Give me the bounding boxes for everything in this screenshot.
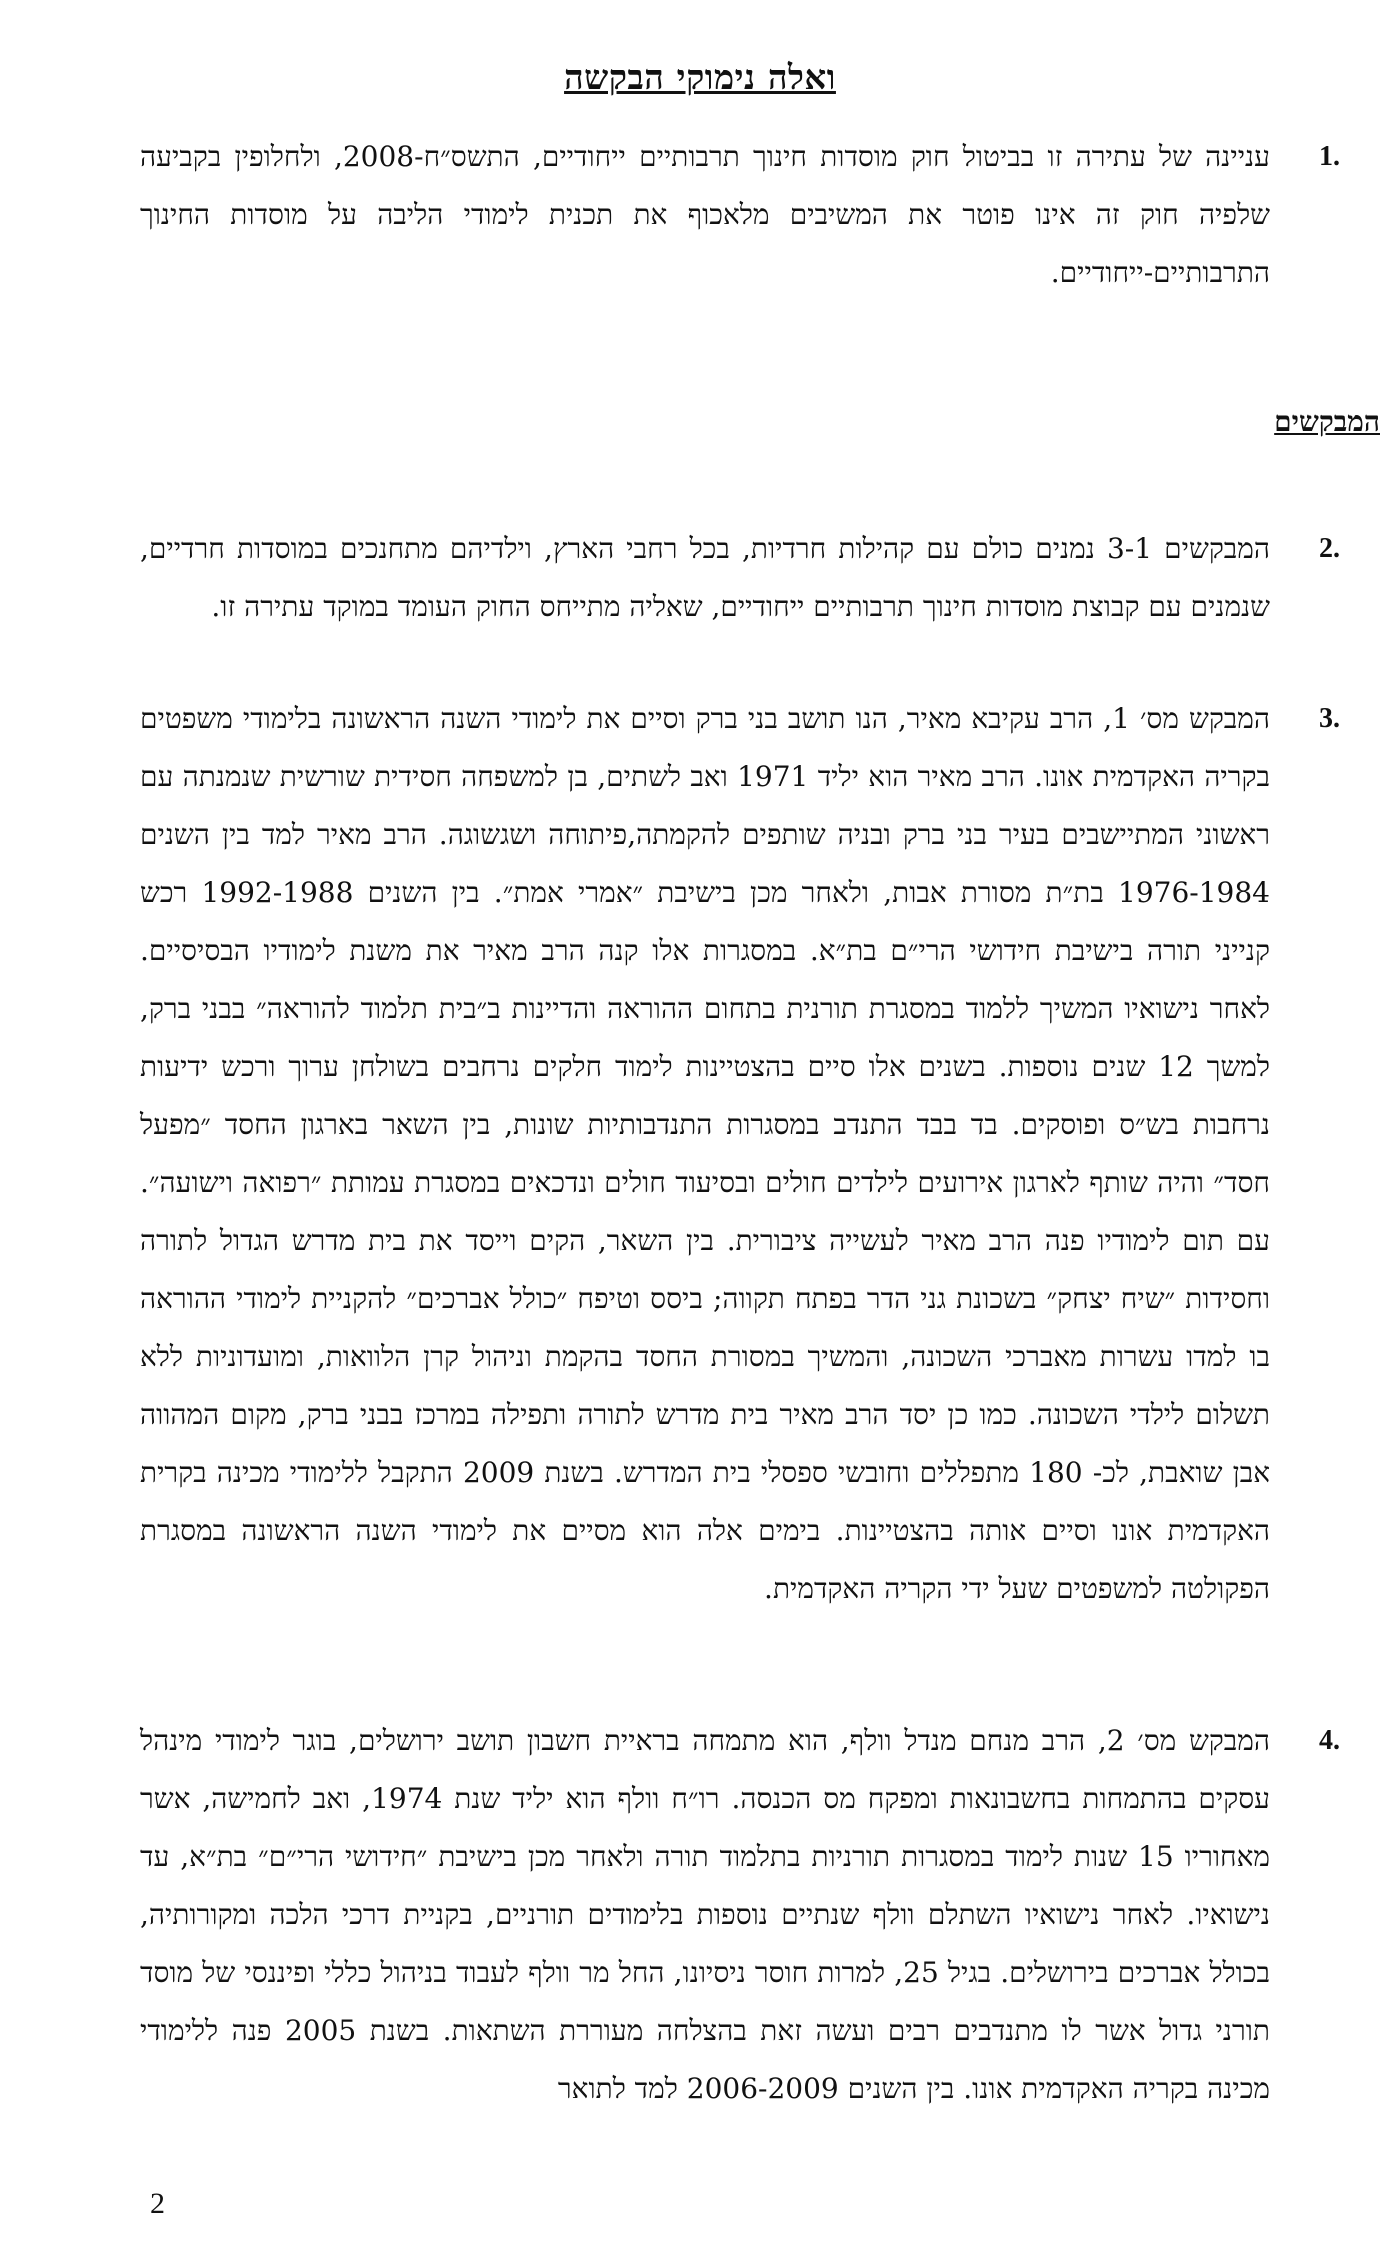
paragraph-text: עניינה של עתירה זו בביטול חוק מוסדות חינוך תרבותיים ייחודיים, התשס״ח-2008, ולחלופין בקביעה שלפיה חוק זה אינו פוטר את המשיבים מלאכוף את תכנית לימודי הליבה על מוסדות החינוך התרבותיים-ייחודיים. [140,140,1270,289]
paragraph-text: המבקש מס׳ 1, הרב עקיבא מאיר, הנו תושב בני ברק וסיים את לימודי השנה הראשונה בלימודי משפטים בקריה האקדמית אונו. הרב מאיר הוא יליד 1971 ואב לשתים, בן למשפחה חסידית שורשית שנמנתה עם ראשוני המתיישבים בעיר בני ברק ובניה שותפים להקמתה,פיתוחה ושגשוגה. הרב מאיר למד בין השנים 1976-1984 בת״ת מסורת אבות, ולאחר מכן בישיבת ״אמרי אמת״. בין השנים 1992-1988 רכש קנייני תורה בישיבת חידושי הרי״ם בת״א. במסגרות אלו קנה הרב מאיר את משנת לימודיו הבסיסיים. לאחר נישואיו המשיך ללמוד במסגרת תורנית בתחום ההוראה והדיינות ב״בית תלמוד להוראה״ בבני ברק, למשך 12 שנים נוספות. בשנים אלו סיים בהצטיינות לימוד חלקים נרחבים בשולחן ערוך ורכש ידיעות נרחבות בש״ס ופוסקים. בד בבד התנדב במסגרות התנדבותיות שונות, בין השאר בארגון החסד ״מפעל חסד״ והיה שותף לארגון אירועים לילדים חולים ובסיעוד חולים ונדכאים במסגרת עמותת ״רפואה וישועה״. עם תום לימודיו פנה הרב מאיר לעשייה ציבורית. בין השאר, הקים וייסד את בית מדרש הגדול לתורה וחסידות ״שיח יצחק״ בשכונת גני הדר בפתח תקווה; ביסס וטיפח ״כולל אברכים״ להקניית לימודי ההוראה בו למדו עשרות מאברכי השכונה, והמשיך במסורת החסד בהקמת וניהול קרן הלוואות, ומועדוניות ללא תשלום לילדי השכונה. כמו כן יסד הרב מאיר בית מדרש לתורה ותפילה במרכז בבני ברק, מקום המהווה אבן שואבת, לכ- 180 מתפללים וחובשי ספסלי בית המדרש. בשנת 2009 התקבל ללימודי מכינה בקרית האקדמית אונו וסיים אותה בהצטיינות. בימים אלה הוא מסיים את לימודי השנה הראשונה במסגרת הפקולטה למשפטים שעל ידי הקריה האקדמית. [140,702,1271,1605]
paragraph-number: 1. [1319,141,1340,172]
paragraph-text: המבקשים 3-1 נמנים כולם עם קהילות חרדיות, בכל רחבי הארץ, וילדיהם מתחנכים במוסדות חרדיים, שנמנים עם קבוצת מוסדות חינוך תרבותיים ייחודיים, שאליה מתייחס החוק העומד במוקד עתירה זו. [140,532,1270,623]
page-number: 2 [150,2187,165,2220]
paragraph-number: 2. [1319,533,1340,564]
section-heading: המבקשים [1274,405,1380,438]
paragraph-1 [0,128,1380,289]
paragraph-text: המבקש מס׳ 2, הרב מנחם מנדל וולף, הוא מתמחה בראיית חשבון תושב ירושלים, בוגר לימודי מינהל עסקים בהתמחות בחשבונאות ומפקח מס הכנסה. רו״ח וולף הוא יליד שנת 1974, ואב לחמישה, אשר מאחוריו 15 שנות לימוד במסגרות תורניות בתלמוד תורה ולאחר מכן בישיבת ״חידושי הרי״ם״ בת״א, עד נישואיו. לאחר נישואיו השתלם וולף שנתיים נוספות בלימודים תורניים, בקניית דרכי הלכה ומקורותיה, בכולל אברכים בירושלים. בגיל 25, למרות חוסר ניסיונו, החל מר וולף לעבוד בניהול כללי ופיננסי של מוסד תורני גדול אשר לו מתנדבים רבים ועשה זאת בהצלחה מעוררת השתאות. בשנת 2005 פנה ללימודי מכינה בקריה האקדמית אונו. בין השנים 2006-2009 למד לתואר [140,1724,1271,2105]
paragraph-number: 4. [1319,1725,1340,1756]
paragraph-number: 3. [1319,703,1340,734]
document-title: ואלה נימוקי הבקשה [564,58,836,98]
